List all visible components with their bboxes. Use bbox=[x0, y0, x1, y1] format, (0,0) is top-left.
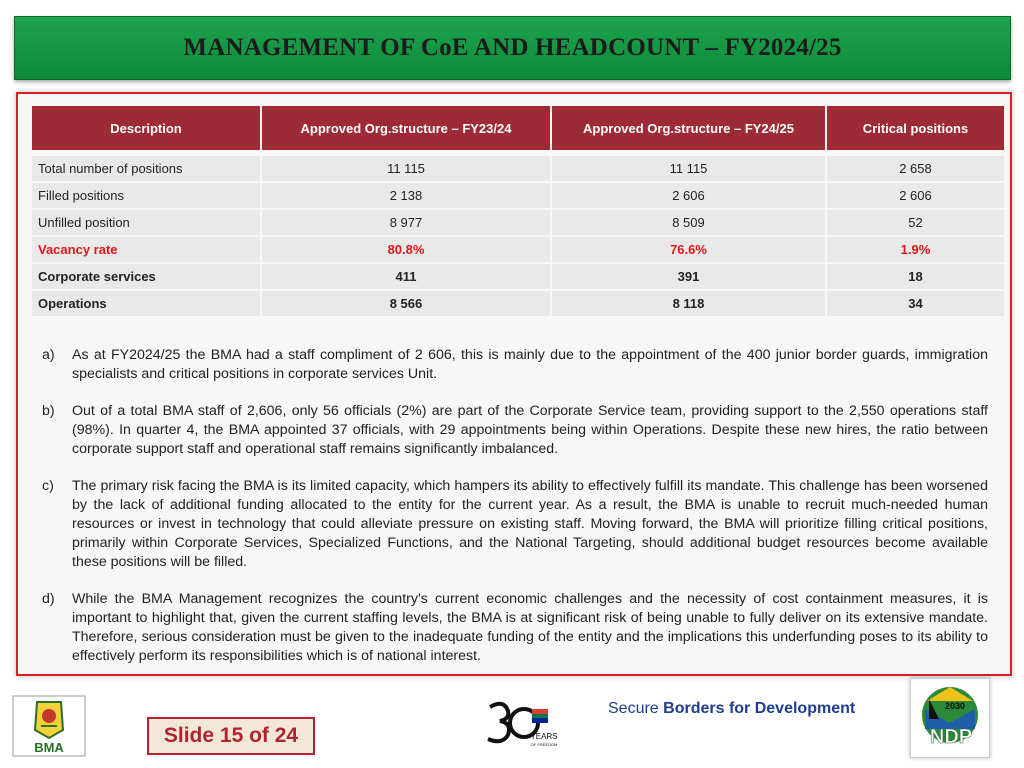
table-row bbox=[32, 291, 1004, 316]
table-row bbox=[32, 183, 1004, 208]
cell: 80.8% bbox=[262, 237, 550, 262]
cell: Filled positions bbox=[32, 183, 260, 208]
note-text: While the BMA Management recognizes the country's current economic challenges and the necessity of cost containment measures, it is important to highlight that, given the current staffing levels, the BMA is at significant risk of being unable to fully deliver on its extensive mandate. Therefore, serious consideration must be given to the inadequate funding of the entity and the implications this underfunding poses to its ability to effectively perform its responsibilities which is of national interest. bbox=[72, 591, 988, 664]
table-row-vacancy-rate bbox=[32, 237, 1004, 262]
headcount-table bbox=[30, 104, 1006, 318]
cell: 8 566 bbox=[262, 291, 550, 316]
list-item bbox=[42, 402, 988, 459]
cell: 8 509 bbox=[552, 210, 825, 235]
tagline bbox=[608, 700, 855, 718]
header-org-fy2425: Approved Org.structure – FY24/25 bbox=[552, 106, 825, 150]
thirty-years-subtext: OF FREEDOM bbox=[530, 742, 558, 747]
cell: 52 bbox=[827, 210, 1004, 235]
cell: 76.6% bbox=[552, 237, 825, 262]
ndp-year-text: 2030 bbox=[944, 701, 966, 711]
note-label: c) bbox=[42, 478, 54, 494]
cell: 2 658 bbox=[827, 156, 1004, 181]
tagline-prefix: Secure bbox=[608, 700, 659, 717]
cell: 11 115 bbox=[552, 156, 825, 181]
note-label: a) bbox=[42, 347, 55, 363]
header-critical-positions: Critical positions bbox=[827, 106, 1004, 150]
table-row bbox=[32, 264, 1004, 289]
cell: 34 bbox=[827, 291, 1004, 316]
note-text: Out of a total BMA staff of 2,606, only 56 officials (2%) are part of the Corporate Service team, providing support to the 2,550 operations staff (98%). In quarter 4, the BMA appointed 37 officials, with 29 appointments being within Operations. Despite these new hires, the ratio between corporate support staff and operational staff remains significantly imbalanced. bbox=[72, 403, 988, 457]
table-row bbox=[32, 210, 1004, 235]
table-header-row bbox=[32, 106, 1004, 150]
cell: 2 606 bbox=[827, 183, 1004, 208]
slide-number-label: Slide 15 of 24 bbox=[147, 717, 315, 755]
ndp-text: NDP bbox=[929, 726, 973, 748]
cell: Total number of positions bbox=[32, 156, 260, 181]
note-label: b) bbox=[42, 403, 55, 419]
cell: 2 138 bbox=[262, 183, 550, 208]
cell: 8 977 bbox=[262, 210, 550, 235]
cell: 11 115 bbox=[262, 156, 550, 181]
cell: 8 118 bbox=[552, 291, 825, 316]
cell: 2 606 bbox=[552, 183, 825, 208]
page-title: MANAGEMENT OF CoE AND HEADCOUNT – FY2024/25 bbox=[183, 34, 842, 61]
tagline-bold: Borders for Development bbox=[663, 700, 856, 717]
bma-logo-icon bbox=[13, 696, 85, 756]
header-description: Description bbox=[32, 106, 260, 150]
note-label: d) bbox=[42, 591, 55, 607]
cell: Vacancy rate bbox=[32, 237, 260, 262]
bma-logo-text: BMA bbox=[34, 740, 64, 755]
cell: 411 bbox=[262, 264, 550, 289]
title-bar bbox=[14, 16, 1011, 80]
note-text: The primary risk facing the BMA is its limited capacity, which hampers its ability to effectively fulfill its mandate. This challenge has been worsened by the lack of additional funding allocated to the entity for the current year. As a result, the BMA is unable to recruit much-needed human resources or invest in technology that could alleviate pressure on existing staff. Moving forward, the BMA will prioritize filling critical positions, primarily within Corporate Services, Specialized Functions, and the National Targeting, should additional budget resources become available these positions will be filled. bbox=[72, 478, 988, 570]
header-org-fy2324: Approved Org.structure – FY23/24 bbox=[262, 106, 550, 150]
cell: 1.9% bbox=[827, 237, 1004, 262]
list-item bbox=[42, 346, 988, 384]
cell: Operations bbox=[32, 291, 260, 316]
list-item bbox=[42, 590, 988, 666]
notes-list bbox=[42, 346, 988, 684]
content-panel bbox=[16, 92, 1012, 676]
ndp-2030-logo-icon bbox=[910, 678, 990, 758]
note-text: As at FY2024/25 the BMA had a staff compliment of 2 606, this is mainly due to the appointment of the 400 junior border guards, immigration specialists and critical positions in corporate services Unit. bbox=[72, 347, 988, 382]
cell: Unfilled position bbox=[32, 210, 260, 235]
cell: Corporate services bbox=[32, 264, 260, 289]
thirty-years-logo-icon bbox=[484, 699, 558, 749]
list-item bbox=[42, 477, 988, 572]
cell: 391 bbox=[552, 264, 825, 289]
cell: 18 bbox=[827, 264, 1004, 289]
thirty-years-text: YEARS bbox=[530, 732, 558, 741]
table-row bbox=[32, 156, 1004, 181]
